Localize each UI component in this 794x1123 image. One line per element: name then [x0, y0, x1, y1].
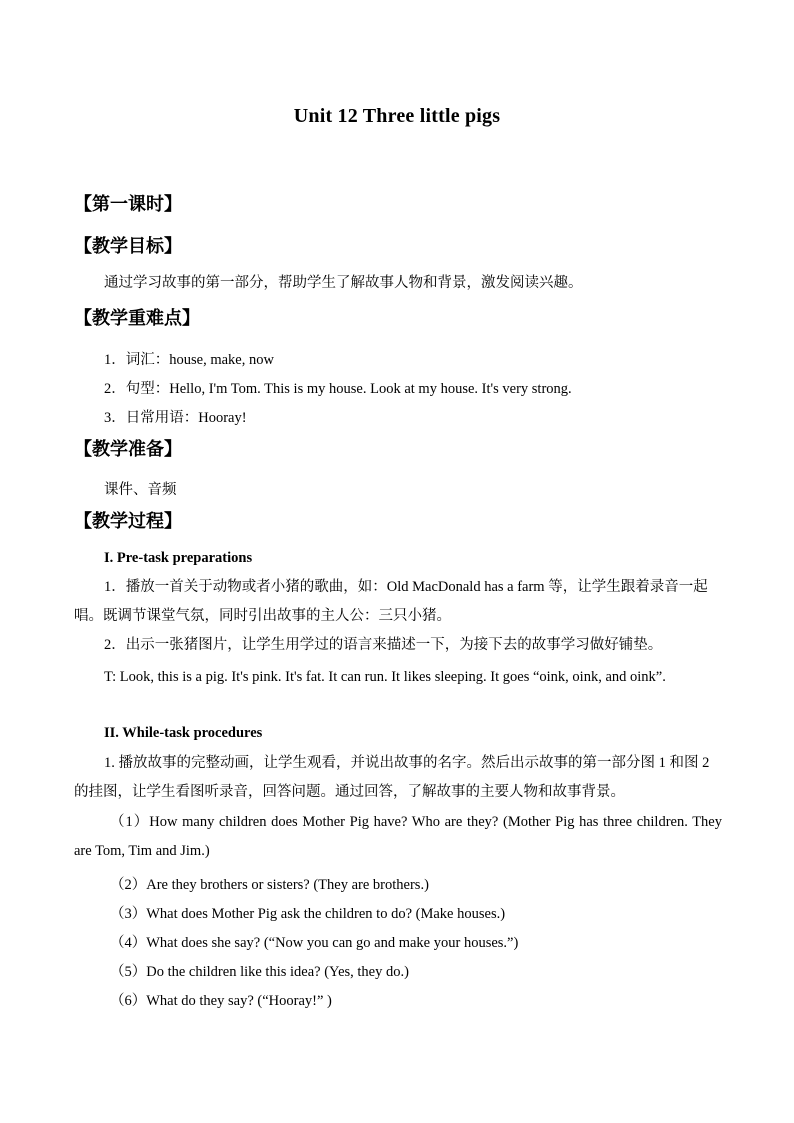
key-points-heading: 【教学重难点】	[74, 308, 200, 329]
question-item: （2）Are they brothers or sisters? (They are brothers.)	[110, 877, 429, 893]
pre-task-heading: I. Pre-task preparations	[104, 550, 253, 566]
question-item: （4）What does she say? (“Now you can go and make your houses.”)	[110, 935, 519, 951]
objectives-text: 通过学习故事的第一部分，帮助学生了解故事人物和背景，激发阅读兴趣。	[104, 275, 583, 291]
pre-task-dialogue: T: Look, this is a pig. It's pink. It's fat. It can run. It likes sleeping. It goes “oink, oink, and oink”.	[104, 669, 666, 685]
question-item: （6）What do they say? (“Hooray!” )	[110, 993, 332, 1009]
question-item: （3）What does Mother Pig ask the children to do? (Make houses.)	[110, 906, 506, 922]
pre-task-item: 2．出示一张猪图片，让学生用学过的语言来描述一下，为接下去的故事学习做好铺垫。	[104, 637, 663, 653]
lesson-heading: 【第一课时】	[74, 194, 182, 215]
key-point-item: 2．句型：Hello, I'm Tom. This is my house. Look at my house. It's very strong.	[104, 381, 572, 397]
pre-task-item: 1．播放一首关于动物或者小猪的歌曲，如：Old MacDonald has a farm 等，让学生跟着录音一起唱。既调节课堂气氛，同时引出故事的主人公：三只小猪。	[74, 579, 708, 624]
key-point-item: 3．日常用语：Hooray!	[104, 410, 247, 426]
preparation-heading: 【教学准备】	[74, 439, 182, 460]
page-title: Unit 12 Three little pigs	[293, 105, 501, 127]
process-heading: 【教学过程】	[74, 511, 182, 532]
while-task-item: 1. 播放故事的完整动画，让学生观看，并说出故事的名字。然后出示故事的第一部分图 1 和图 2 的挂图，让学生看图听录音，回答问题。通过回答，了解故事的主要人物和故事背景。	[74, 755, 710, 800]
question-item: （1）How many children does Mother Pig have? Who are they? (Mother Pig has three children. They are Tom, Tim and Jim.)	[74, 814, 722, 859]
preparation-text: 课件、音频	[104, 482, 177, 498]
question-item: （5）Do the children like this idea? (Yes, they do.)	[110, 964, 409, 980]
while-task-heading: II. While-task procedures	[104, 725, 263, 741]
key-point-item: 1．词汇：house, make, now	[104, 352, 274, 368]
objectives-heading: 【教学目标】	[74, 236, 182, 257]
